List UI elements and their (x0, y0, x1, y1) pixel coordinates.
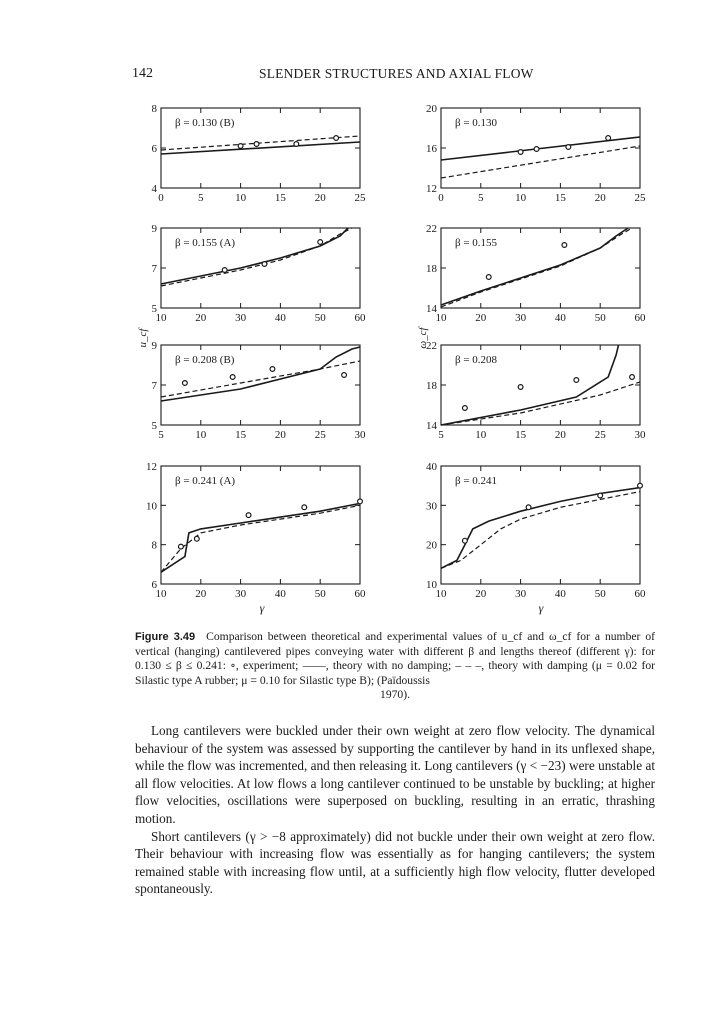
experiment-point (630, 375, 635, 380)
x-tick-label: 25 (594, 429, 606, 441)
experiment-point (318, 240, 323, 245)
figure-caption (135, 630, 655, 703)
y-tick-label: 18 (426, 263, 437, 275)
y-tick-label: 14 (426, 303, 437, 315)
experiment-point (342, 373, 347, 378)
experiment-point (562, 243, 567, 248)
y-tick-label: 8 (151, 539, 157, 552)
experiment-point (294, 142, 299, 147)
x-tick-label: 15 (235, 429, 247, 441)
y-tick-label: 22 (426, 340, 437, 352)
panel-title: β = 0.130 (455, 117, 498, 129)
y-tick-label: 14 (426, 420, 437, 432)
experiment-point (598, 493, 603, 498)
paragraph-long-cantilevers: Long cantilevers were buckled under their own weight at zero flow velocity. The dynamical behaviour of the system was assessed by supporting the cantilever by hand in its unflexed shape, while the flow was incremented, and then releasing it. Long cantilevers (γ < −23) were unstable at all flow velocities. At low flows a long cantilever continued to be unstable by buckling; at higher flow velocities, oscillations were superposed on buckling, resulting in an erratic, thrashing motion. (135, 723, 655, 826)
chart-panel (146, 461, 366, 600)
experiment-point (302, 505, 307, 510)
x-tick-label: 50 (594, 588, 606, 600)
x-tick-label: 10 (435, 312, 447, 324)
experiment-point (182, 381, 187, 386)
y-tick-label: 9 (151, 340, 157, 352)
running-title: SLENDER STRUCTURES AND AXIAL FLOW (259, 66, 534, 81)
x-tick-label: 10 (515, 192, 527, 204)
x-tick-label: 20 (475, 312, 487, 324)
x-axis-label-left: γ (259, 601, 265, 615)
body-text (135, 722, 655, 898)
page-number: 142 (132, 66, 153, 81)
y-tick-label: 40 (426, 461, 437, 473)
left-axis-label: u_cf (137, 328, 149, 348)
experiment-point (518, 385, 523, 390)
x-tick-label: 50 (594, 312, 606, 324)
panel-title: β = 0.155 (455, 237, 498, 249)
experiment-point (534, 147, 539, 152)
chart-panel (426, 103, 646, 204)
y-tick-label: 4 (151, 183, 157, 195)
experiment-point (238, 144, 243, 149)
x-tick-label: 20 (475, 588, 487, 600)
chart-panel (426, 340, 646, 441)
chart-panel (426, 223, 646, 324)
chart-panel (152, 340, 367, 441)
experiment-point (246, 513, 251, 518)
x-tick-label: 20 (274, 429, 286, 441)
panel-title: β = 0.208 (B) (175, 354, 235, 366)
x-tick-label: 30 (515, 588, 527, 600)
chart-panel (152, 103, 367, 204)
x-tick-label: 5 (478, 192, 484, 204)
x-tick-label: 10 (155, 588, 167, 600)
x-tick-label: 0 (438, 192, 444, 204)
experiment-point (518, 150, 523, 155)
x-tick-label: 40 (554, 312, 566, 324)
panel-title: β = 0.130 (B) (175, 117, 235, 129)
theory-no-damping-line (441, 137, 640, 160)
experiment-point (566, 145, 571, 150)
y-tick-label: 12 (426, 183, 437, 195)
y-tick-label: 16 (426, 143, 437, 155)
x-tick-label: 5 (158, 429, 164, 441)
theory-no-damping-line (161, 142, 360, 154)
x-tick-label: 10 (235, 192, 247, 204)
panel-title: β = 0.155 (A) (175, 237, 236, 249)
experiment-point (254, 142, 259, 147)
x-axis-label-right: γ (538, 601, 544, 615)
x-tick-label: 0 (158, 192, 164, 204)
y-tick-label: 6 (151, 143, 157, 155)
x-tick-label: 5 (198, 192, 204, 204)
x-tick-label: 30 (515, 312, 527, 324)
x-tick-label: 60 (634, 588, 646, 600)
x-tick-label: 20 (554, 429, 566, 441)
x-tick-label: 20 (314, 192, 326, 204)
chart-panel (426, 461, 646, 600)
y-tick-label: 20 (426, 539, 437, 552)
x-tick-label: 40 (274, 588, 286, 600)
x-tick-label: 30 (235, 312, 247, 324)
x-tick-label: 30 (634, 429, 646, 441)
experiment-point (194, 536, 199, 541)
panel-title: β = 0.241 (A) (175, 475, 236, 487)
theory-damping-line (441, 382, 640, 425)
x-tick-label: 60 (634, 312, 646, 324)
experiment-point (358, 499, 363, 504)
y-tick-label: 12 (146, 461, 157, 473)
x-tick-label: 5 (438, 429, 444, 441)
figure-label: Figure 3.49 (135, 631, 196, 643)
theory-damping-line (161, 361, 360, 397)
experiment-point (270, 367, 275, 372)
x-tick-label: 10 (155, 312, 167, 324)
x-tick-label: 30 (235, 588, 247, 600)
experiment-point (638, 483, 643, 488)
chart-panel (152, 223, 367, 324)
experiment-point (462, 406, 467, 411)
y-tick-label: 5 (151, 303, 157, 315)
y-tick-label: 7 (151, 380, 157, 392)
y-tick-label: 18 (426, 380, 437, 392)
x-tick-label: 40 (274, 312, 286, 324)
experiment-point (462, 538, 467, 543)
x-tick-label: 10 (435, 588, 447, 600)
y-tick-label: 5 (151, 420, 157, 432)
y-tick-label: 20 (426, 103, 437, 115)
y-tick-label: 9 (151, 223, 157, 235)
theory-damping-line (161, 505, 360, 572)
paragraph-short-cantilevers: Short cantilevers (γ > −8 approximately) did not buckle under their own weight at zero flow. Their behaviour with increasing flow was essentially as for hanging cantilevers; the system remained stable with increasing flow until, at a sufficiently high flow velocity, flutter developed spontaneously. (135, 828, 655, 897)
experiment-point (526, 505, 531, 510)
x-tick-label: 10 (475, 429, 487, 441)
experiment-point (230, 375, 235, 380)
caption-citation-end: 1970). (380, 688, 410, 702)
x-tick-label: 20 (195, 312, 207, 324)
theory-damping-line (441, 146, 640, 178)
theory-damping-line (441, 492, 640, 569)
experiment-point (179, 544, 184, 549)
x-tick-label: 50 (314, 588, 326, 600)
y-tick-label: 30 (426, 500, 437, 513)
y-tick-label: 7 (151, 263, 157, 275)
x-tick-label: 50 (314, 312, 326, 324)
x-tick-label: 25 (354, 192, 366, 204)
x-tick-label: 25 (314, 429, 326, 441)
panel-title: β = 0.208 (455, 354, 498, 366)
panel-title: β = 0.241 (455, 475, 498, 487)
y-tick-label: 8 (151, 103, 157, 115)
experiment-point (262, 262, 267, 267)
experiment-point (606, 136, 611, 141)
caption-text: Comparison between theoretical and experimental values of u_cf and ω_cf for a number of vertical (hanging) cantilevered pipes conveying water with different β and lengths thereof (different γ): for 0.130 ≤ β ≤ 0.241: ∘, experiment; ——, theory with no damping; – – –, theory with damping (μ = 0.02 for Silastic type A rubber; μ = 0.10 for Silastic type B); (Païdoussis (135, 630, 656, 687)
theory-no-damping-line (441, 488, 640, 569)
x-tick-label: 40 (554, 588, 566, 600)
x-tick-label: 30 (354, 429, 366, 441)
experiment-point (222, 268, 227, 273)
x-tick-label: 15 (554, 192, 566, 204)
theory-no-damping-line (161, 503, 360, 572)
x-tick-label: 20 (594, 192, 606, 204)
x-tick-label: 20 (195, 588, 207, 600)
x-tick-label: 10 (195, 429, 207, 441)
x-tick-label: 60 (354, 312, 366, 324)
y-tick-label: 10 (146, 500, 157, 513)
y-tick-label: 10 (426, 579, 437, 591)
experiment-point (574, 378, 579, 383)
y-tick-label: 6 (151, 579, 157, 591)
x-tick-label: 15 (274, 192, 286, 204)
y-tick-label: 22 (426, 223, 437, 235)
experiment-point (334, 136, 339, 141)
x-tick-label: 25 (634, 192, 646, 204)
experiment-point (486, 275, 491, 280)
right-axis-label: ω_cf (417, 327, 429, 349)
x-tick-label: 15 (515, 429, 527, 441)
x-tick-label: 60 (354, 588, 366, 600)
